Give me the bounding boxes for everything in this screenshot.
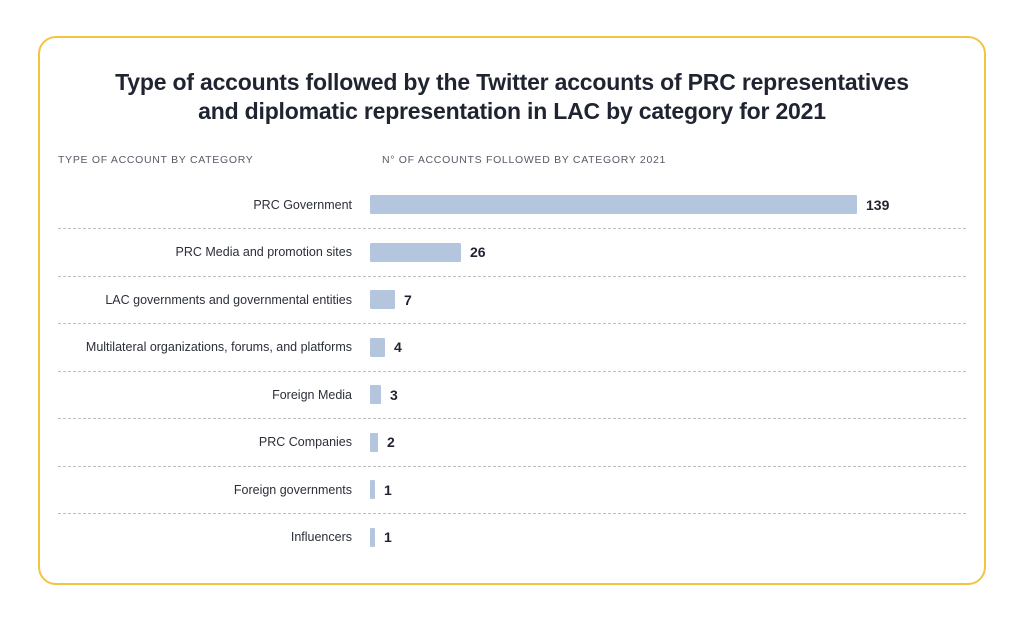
bar-zone <box>364 467 966 514</box>
bar-value: 26 <box>470 244 486 261</box>
bar-label: Influencers <box>290 530 352 545</box>
bar-zone <box>364 182 966 229</box>
table-row <box>58 467 966 515</box>
bar <box>370 243 461 262</box>
chart-card <box>38 36 986 585</box>
bar-zone <box>364 324 966 371</box>
bar-zone <box>364 372 966 419</box>
bar-label: PRC Media and promotion sites <box>175 245 352 260</box>
bar-label: LAC governments and governmental entities <box>105 292 352 307</box>
table-row <box>58 419 966 467</box>
bar <box>370 480 375 499</box>
bar-label: PRC Companies <box>258 435 352 450</box>
bar <box>370 385 381 404</box>
table-row <box>58 324 966 372</box>
bar-zone <box>364 514 966 561</box>
bar-chart <box>58 182 966 561</box>
chart-title: Type of accounts followed by the Twitter accounts of PRC representatives and diplomatic representation in LAC by category for 2021 <box>115 69 909 124</box>
column-headers <box>40 154 984 172</box>
table-row <box>58 229 966 277</box>
column-header-value: N° OF ACCOUNTS FOLLOWED BY CATEGORY 2021 <box>382 153 667 166</box>
table-row <box>58 277 966 325</box>
bar <box>370 528 375 547</box>
bar-value: 4 <box>394 339 402 356</box>
bar-label: PRC Government <box>253 197 352 212</box>
bar-value: 1 <box>384 481 392 498</box>
bar-zone <box>364 277 966 324</box>
bar-label: Multilateral organizations, forums, and platforms <box>85 340 352 355</box>
bar-value: 139 <box>866 196 890 213</box>
bar-label: Foreign Media <box>272 387 352 402</box>
bar-zone <box>364 419 966 466</box>
bar-value: 1 <box>384 529 392 546</box>
column-header-category: TYPE OF ACCOUNT BY CATEGORY <box>58 153 254 166</box>
table-row <box>58 514 966 561</box>
bar <box>370 195 857 214</box>
bar-value: 7 <box>404 291 412 308</box>
bar-value: 3 <box>390 386 398 403</box>
table-row <box>58 182 966 230</box>
bar-zone <box>364 229 966 276</box>
table-row <box>58 372 966 420</box>
bar-value: 2 <box>387 434 395 451</box>
bar-label: Foreign governments <box>233 482 352 497</box>
bar <box>370 338 385 357</box>
bar <box>370 433 378 452</box>
bar <box>370 290 395 309</box>
